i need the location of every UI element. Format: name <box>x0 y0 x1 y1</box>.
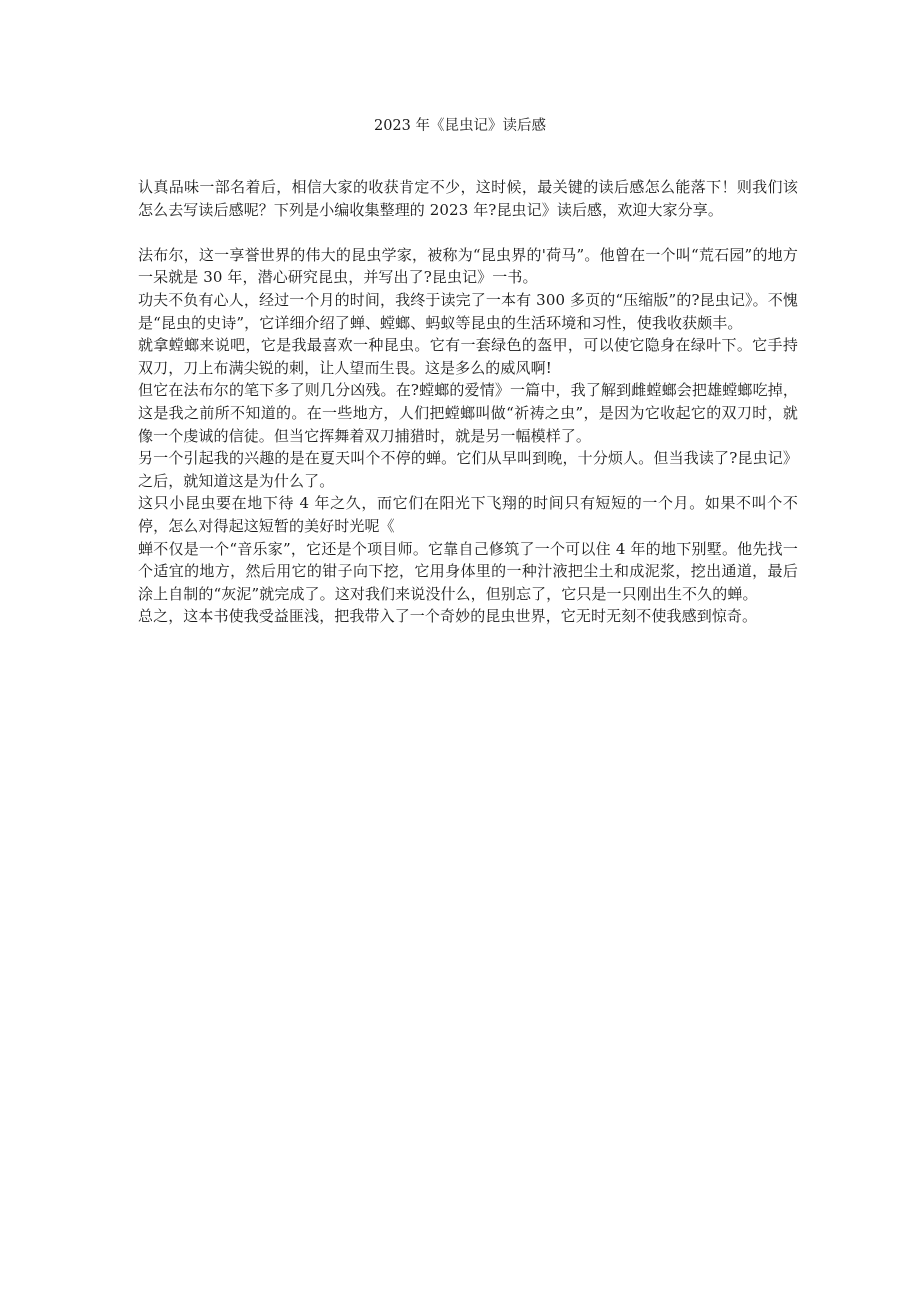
paragraph-finished-reading: 功夫不负有心人，经过一个月的时间，我终于读完了一本有 300 多页的“压缩版”的?昆虫记》。不愧是“昆虫的史诗”，它详细介绍了蝉、螳螂、蚂蚁等昆虫的生活环境和习性，使我收获颇丰。 <box>138 290 798 332</box>
paragraph-conclusion: 总之，这本书使我受益匪浅，把我带入了一个奇妙的昆虫世界，它无时无刻不使我感到惊奇。 <box>138 607 758 626</box>
paragraph-cicada-interest: 另一个引起我的兴趣的是在夏天叫个不停的蝉。它们从早叫到晚，十分烦人。但当我读了?昆虫记》之后，就知道这是为什么了。 <box>138 449 798 490</box>
document-title: 2023 年《昆虫记》读后感 <box>373 118 546 134</box>
paragraph-cicada-underground: 这只小昆虫要在地下待 4 年之久，而它们在阳光下飞翔的时间只有短短的一个月。如果不叫个不停，怎么对得起这短暂的美好时光呢《 <box>138 494 798 535</box>
paragraph-mantis: 就拿螳螂来说吧，它是我最喜欢一种昆虫。它有一套绿色的盔甲，可以使它隐身在绿叶下。它手持双刀，刀上布满尖锐的刺，让人望而生畏。这是多么的威风啊! <box>138 336 798 377</box>
paragraph-cicada-engineer: 蝉不仅是一个“音乐家”，它还是个项目师。它靠自己修筑了一个可以住 4 年的地下别墅。他先找一个适宜的地方，然后用它的钳子向下挖，它用身体里的一种汁液把尘土和成泥浆，挖出通道，最后涂上自制的“灰泥”就完成了。这对我们来说没什么，但别忘了，它只是一只刚出生不久的蝉。 <box>138 539 798 603</box>
document-body <box>138 176 798 628</box>
paragraph-fabre: 法布尔，这一享誉世界的伟大的昆虫学家，被称为“昆虫界的'荷马”。他曾在一个叫“荒石园”的地方一呆就是 30 年，潜心研究昆虫，并写出了?昆虫记》一书。 <box>138 245 798 287</box>
paragraph-mantis-love: 但它在法布尔的笔下多了则几分凶残。在?螳螂的爱情》一篇中，我了解到雌螳螂会把雄螳螂吃掉，这是我之前所不知道的。在一些地方，人们把螳螂叫做“祈祷之虫”，是因为它收起它的双刀时，就像一个虔诚的信徒。但当它挥舞着双刀捕猎时，就是另一幅模样了。 <box>138 381 798 445</box>
intro-paragraph: 认真品味一部名着后，相信大家的收获肯定不少，这时候，最关键的读后感怎么能落下！则我们该怎么去写读后感呢？下列是小编收集整理的 2023 年?昆虫记》读后感，欢迎大家分享。 <box>138 178 798 219</box>
